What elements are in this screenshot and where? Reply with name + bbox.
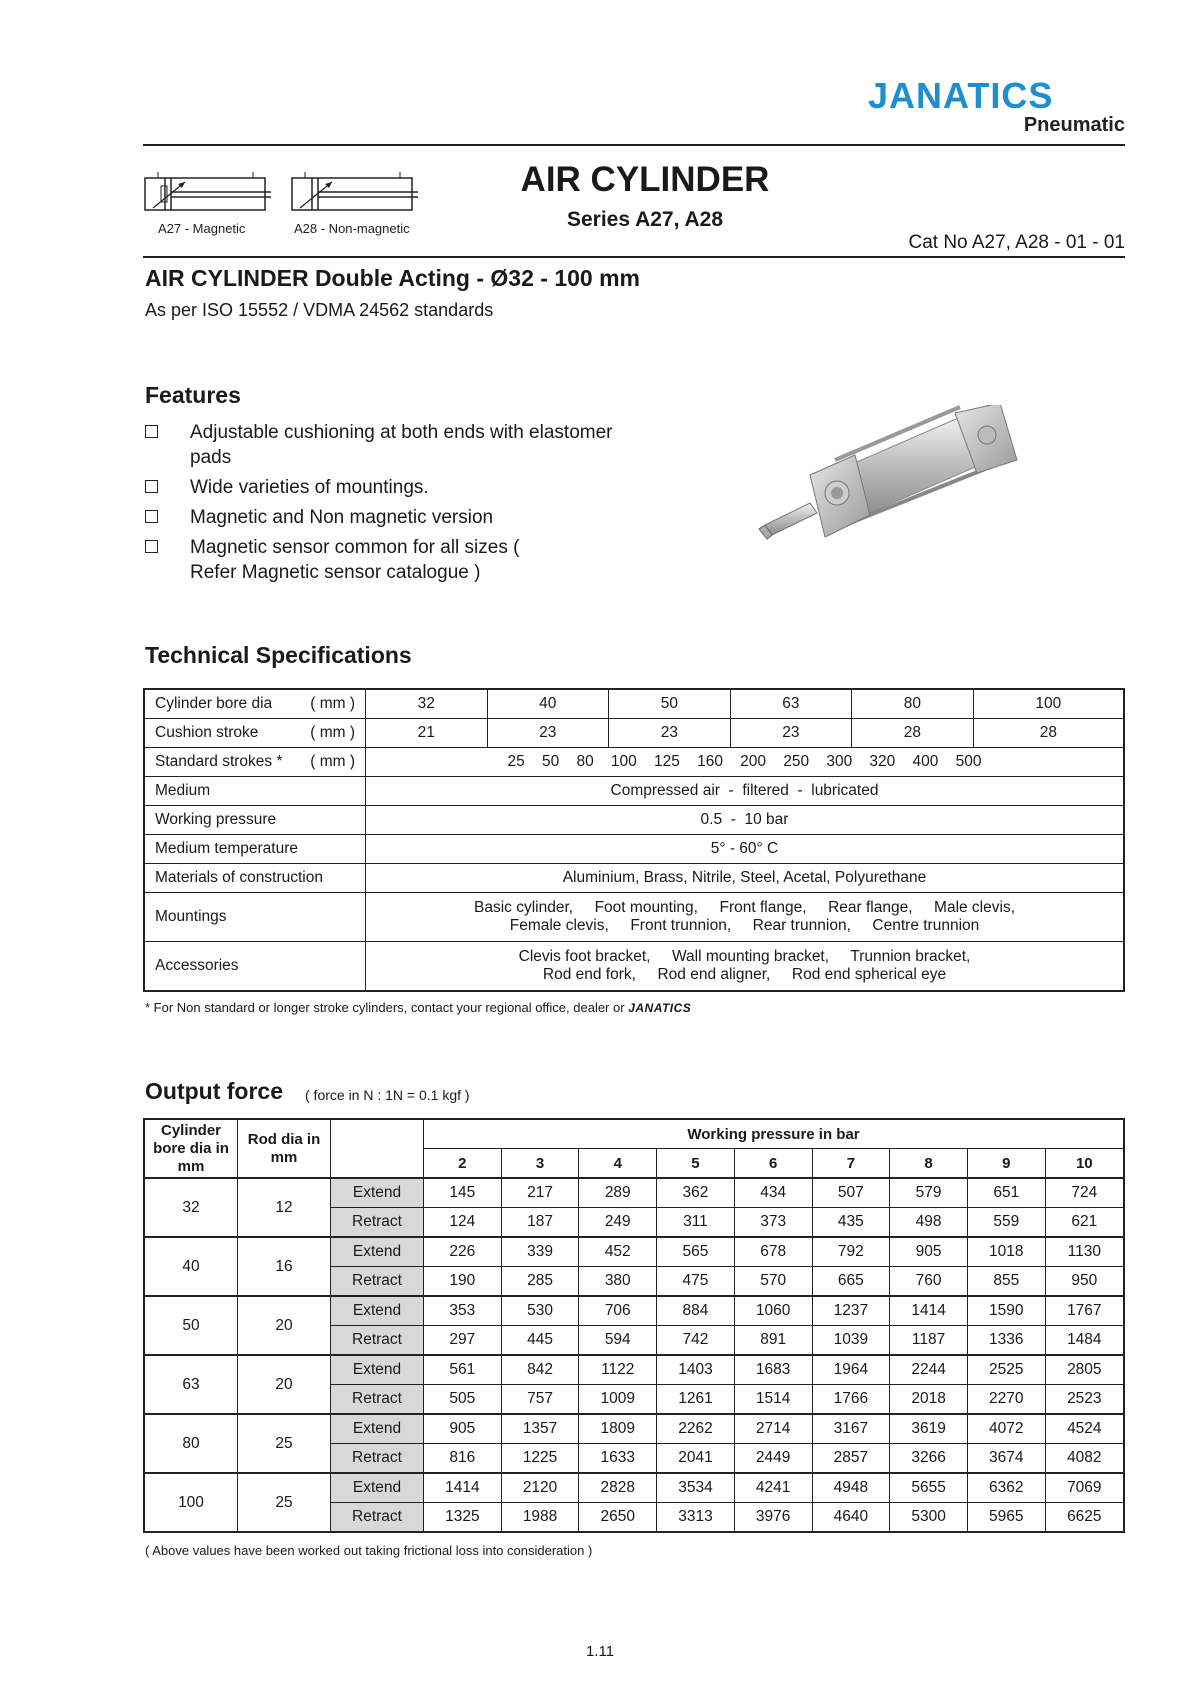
retract-force-cell: 285 — [501, 1267, 579, 1297]
cushion-label-cell: Cushion stroke ( mm ) — [144, 719, 366, 748]
feature-item: Adjustable cushioning at both ends with elastomer pads — [145, 420, 615, 470]
tech-spec-title: Technical Specifications — [145, 642, 412, 668]
retract-force-cell: 4082 — [1045, 1444, 1124, 1474]
checkbox-icon — [145, 540, 158, 553]
extend-force-cell: 2120 — [501, 1473, 579, 1503]
retract-force-cell: 3976 — [734, 1503, 812, 1533]
bore-cell: 100 — [144, 1473, 238, 1532]
retract-label-cell: Retract — [331, 1503, 424, 1533]
temperature-label: Medium temperature — [144, 835, 366, 864]
checkbox-icon — [145, 480, 158, 493]
bore-cell: 32 — [144, 1178, 238, 1237]
table-row — [144, 1178, 1124, 1208]
table-row — [144, 942, 1124, 992]
cushion-value: 21 — [366, 719, 488, 748]
series-subtitle: Series A27, A28 — [566, 208, 724, 231]
retract-force-cell: 249 — [579, 1208, 657, 1238]
extend-force-cell: 2262 — [657, 1414, 735, 1444]
extend-label-cell: Extend — [331, 1178, 424, 1208]
bore-cell: 63 — [144, 1355, 238, 1414]
extend-force-cell: 1964 — [812, 1355, 890, 1385]
extend-force-cell: 5655 — [890, 1473, 968, 1503]
cushion-value: 23 — [730, 719, 852, 748]
extend-force-cell: 4524 — [1045, 1414, 1124, 1444]
pressure-value: 0.5 - 10 bar — [366, 806, 1125, 835]
extend-force-cell: 905 — [424, 1414, 502, 1444]
strokes-label-cell: Standard strokes * ( mm ) — [144, 748, 366, 777]
table-row — [144, 1237, 1124, 1267]
table-row — [144, 806, 1124, 835]
brand-logo: JANATICS — [868, 75, 1054, 116]
extend-force-cell: 678 — [734, 1237, 812, 1267]
extend-force-cell: 3167 — [812, 1414, 890, 1444]
header-rule — [143, 144, 1125, 146]
table-row — [144, 748, 1124, 777]
bore-value: 100 — [973, 689, 1124, 719]
accessories-label: Accessories — [144, 942, 366, 992]
feature-item: Magnetic and Non magnetic version — [145, 505, 615, 530]
retract-force-cell: 1039 — [812, 1326, 890, 1356]
rod-cell: 25 — [238, 1414, 331, 1473]
table-header-row — [144, 1119, 1124, 1149]
retract-force-cell: 1009 — [579, 1385, 657, 1415]
extend-force-cell: 1130 — [1045, 1237, 1124, 1267]
extend-label-cell: Extend — [331, 1355, 424, 1385]
retract-label-cell: Retract — [331, 1326, 424, 1356]
features-title: Features — [145, 382, 241, 408]
cushion-value: 23 — [609, 719, 731, 748]
page-title: AIR CYLINDER — [520, 160, 770, 199]
medium-value: Compressed air - filtered - lubricated — [366, 777, 1125, 806]
rod-cell: 16 — [238, 1237, 331, 1296]
stroke-footnote: * For Non standard or longer stroke cylinders, contact your regional office, dealer or JANATICS — [145, 1000, 692, 1015]
accessories-value: Clevis foot bracket, Wall mounting bracket, Trunnion bracket, Rod end fork, Rod end aligner, Rod end spherical eye — [366, 942, 1125, 992]
output-force-note: ( force in N : 1N = 0.1 kgf ) — [305, 1087, 470, 1103]
temperature-value: 5° - 60° C — [366, 835, 1125, 864]
cushion-value: 23 — [487, 719, 609, 748]
retract-force-cell: 1336 — [967, 1326, 1045, 1356]
retract-label-cell: Retract — [331, 1385, 424, 1415]
retract-force-cell: 760 — [890, 1267, 968, 1297]
retract-force-cell: 757 — [501, 1385, 579, 1415]
retract-force-cell: 950 — [1045, 1267, 1124, 1297]
extend-force-cell: 1809 — [579, 1414, 657, 1444]
retract-force-cell: 855 — [967, 1267, 1045, 1297]
extend-force-cell: 1403 — [657, 1355, 735, 1385]
retract-force-cell: 475 — [657, 1267, 735, 1297]
extend-force-cell: 507 — [812, 1178, 890, 1208]
extend-force-cell: 4241 — [734, 1473, 812, 1503]
extend-label-cell: Extend — [331, 1473, 424, 1503]
retract-force-cell: 6625 — [1045, 1503, 1124, 1533]
product-heading: AIR CYLINDER Double Acting - Ø32 - 100 mm — [145, 265, 640, 291]
retract-force-cell: 5965 — [967, 1503, 1045, 1533]
mountings-label: Mountings — [144, 893, 366, 942]
pressure-header-cell: 8 — [890, 1149, 968, 1179]
retract-force-cell: 124 — [424, 1208, 502, 1238]
extend-force-cell: 3619 — [890, 1414, 968, 1444]
pressure-column-header: Working pressure in bar — [424, 1119, 1125, 1149]
bore-value: 40 — [487, 689, 609, 719]
table-row — [144, 777, 1124, 806]
rod-cell: 20 — [238, 1355, 331, 1414]
extend-force-cell: 452 — [579, 1237, 657, 1267]
retract-force-cell: 380 — [579, 1267, 657, 1297]
extend-force-cell: 289 — [579, 1178, 657, 1208]
footnote-brand-logo: JANATICS — [628, 1001, 692, 1015]
bore-value: 63 — [730, 689, 852, 719]
retract-force-cell: 311 — [657, 1208, 735, 1238]
extend-force-cell: 145 — [424, 1178, 502, 1208]
retract-force-cell: 621 — [1045, 1208, 1124, 1238]
extend-force-cell: 1357 — [501, 1414, 579, 1444]
cushion-value: 28 — [852, 719, 974, 748]
extend-force-cell: 2244 — [890, 1355, 968, 1385]
output-force-title: Output force — [145, 1078, 283, 1104]
extend-force-cell: 561 — [424, 1355, 502, 1385]
retract-force-cell: 2270 — [967, 1385, 1045, 1415]
title-rule — [143, 256, 1125, 258]
extend-force-cell: 1590 — [967, 1296, 1045, 1326]
pressure-header-cell: 9 — [967, 1149, 1045, 1179]
retract-force-cell: 1514 — [734, 1385, 812, 1415]
extend-force-cell: 4948 — [812, 1473, 890, 1503]
extend-force-cell: 905 — [890, 1237, 968, 1267]
retract-force-cell: 2523 — [1045, 1385, 1124, 1415]
tech-spec-table — [143, 688, 1125, 992]
bore-cell: 80 — [144, 1414, 238, 1473]
extend-force-cell: 842 — [501, 1355, 579, 1385]
extend-force-cell: 1060 — [734, 1296, 812, 1326]
bore-value: 32 — [366, 689, 488, 719]
output-force-table — [143, 1118, 1125, 1533]
retract-force-cell: 665 — [812, 1267, 890, 1297]
extend-force-cell: 565 — [657, 1237, 735, 1267]
retract-force-cell: 190 — [424, 1267, 502, 1297]
rod-column-header: Rod dia in mm — [238, 1119, 331, 1178]
bore-label-cell: Cylinder bore dia ( mm ) — [144, 689, 366, 719]
retract-force-cell: 3266 — [890, 1444, 968, 1474]
checkbox-icon — [145, 425, 158, 438]
feature-item: Magnetic sensor common for all sizes ( Refer Magnetic sensor catalogue ) — [145, 535, 565, 585]
extend-force-cell: 1237 — [812, 1296, 890, 1326]
strokes-value: 25 50 80 100 125 160 200 250 300 320 400 500 — [366, 748, 1125, 777]
retract-force-cell: 2041 — [657, 1444, 735, 1474]
extend-force-cell: 579 — [890, 1178, 968, 1208]
bore-value: 50 — [609, 689, 731, 719]
extend-force-cell: 217 — [501, 1178, 579, 1208]
pressure-header-cell: 2 — [424, 1149, 502, 1179]
pressure-header-cell: 5 — [657, 1149, 735, 1179]
retract-force-cell: 3674 — [967, 1444, 1045, 1474]
retract-force-cell: 297 — [424, 1326, 502, 1356]
extend-force-cell: 651 — [967, 1178, 1045, 1208]
pressure-header-cell: 7 — [812, 1149, 890, 1179]
extend-force-cell: 1414 — [890, 1296, 968, 1326]
direction-column-header — [331, 1119, 424, 1178]
extend-force-cell: 2805 — [1045, 1355, 1124, 1385]
extend-force-cell: 1122 — [579, 1355, 657, 1385]
mountings-value: Basic cylinder, Foot mounting, Front flange, Rear flange, Male clevis, Female clevis, Front trunnion, Rear trunnion, Centre trunnion — [366, 893, 1125, 942]
bottom-note: ( Above values have been worked out taking frictional loss into consideration ) — [145, 1543, 593, 1558]
retract-label-cell: Retract — [331, 1208, 424, 1238]
retract-force-cell: 594 — [579, 1326, 657, 1356]
table-row — [144, 864, 1124, 893]
standard-text: As per ISO 15552 / VDMA 24562 standards — [145, 300, 494, 320]
retract-force-cell: 742 — [657, 1326, 735, 1356]
retract-force-cell: 3313 — [657, 1503, 735, 1533]
retract-force-cell: 570 — [734, 1267, 812, 1297]
extend-force-cell: 434 — [734, 1178, 812, 1208]
extend-label-cell: Extend — [331, 1237, 424, 1267]
retract-force-cell: 2650 — [579, 1503, 657, 1533]
extend-force-cell: 226 — [424, 1237, 502, 1267]
extend-force-cell: 792 — [812, 1237, 890, 1267]
retract-force-cell: 5300 — [890, 1503, 968, 1533]
rod-cell: 25 — [238, 1473, 331, 1532]
retract-force-cell: 559 — [967, 1208, 1045, 1238]
output-force-body — [144, 1178, 1124, 1532]
feature-item: Wide varieties of mountings. — [145, 475, 615, 500]
retract-force-cell: 1225 — [501, 1444, 579, 1474]
symbol-non-magnetic — [290, 168, 420, 236]
medium-label: Medium — [144, 777, 366, 806]
retract-force-cell: 2857 — [812, 1444, 890, 1474]
symbol-magnetic — [143, 168, 273, 236]
pressure-header-cell: 6 — [734, 1149, 812, 1179]
retract-force-cell: 498 — [890, 1208, 968, 1238]
extend-force-cell: 362 — [657, 1178, 735, 1208]
extend-force-cell: 1767 — [1045, 1296, 1124, 1326]
pressure-header-cell: 4 — [579, 1149, 657, 1179]
extend-label-cell: Extend — [331, 1414, 424, 1444]
air-cylinder-photo-icon — [755, 405, 1065, 565]
air-cylinder-product-image — [755, 405, 1065, 570]
table-row — [144, 1296, 1124, 1326]
catalog-number: Cat No A27, A28 - 01 - 01 — [908, 232, 1125, 253]
table-row — [144, 835, 1124, 864]
bore-cell: 50 — [144, 1296, 238, 1355]
pressure-header-cell: 10 — [1045, 1149, 1124, 1179]
extend-force-cell: 4072 — [967, 1414, 1045, 1444]
extend-force-cell: 706 — [579, 1296, 657, 1326]
symbol-caption: A28 - Non-magnetic — [294, 221, 410, 236]
extend-force-cell: 1018 — [967, 1237, 1045, 1267]
retract-force-cell: 1261 — [657, 1385, 735, 1415]
retract-force-cell: 1187 — [890, 1326, 968, 1356]
pressure-label: Working pressure — [144, 806, 366, 835]
retract-force-cell: 1325 — [424, 1503, 502, 1533]
page-number: 1.11 — [585, 1643, 615, 1660]
extend-force-cell: 530 — [501, 1296, 579, 1326]
retract-force-cell: 4640 — [812, 1503, 890, 1533]
retract-force-cell: 816 — [424, 1444, 502, 1474]
cushion-value: 28 — [973, 719, 1124, 748]
symbol-caption: A27 - Magnetic — [158, 221, 246, 236]
retract-force-cell: 1766 — [812, 1385, 890, 1415]
retract-force-cell: 1484 — [1045, 1326, 1124, 1356]
extend-force-cell: 353 — [424, 1296, 502, 1326]
table-row — [144, 1414, 1124, 1444]
retract-force-cell: 445 — [501, 1326, 579, 1356]
table-row — [144, 1473, 1124, 1503]
bore-cell: 40 — [144, 1237, 238, 1296]
extend-label-cell: Extend — [331, 1296, 424, 1326]
extend-force-cell: 1683 — [734, 1355, 812, 1385]
pressure-header-cell: 3 — [501, 1149, 579, 1179]
rod-cell: 20 — [238, 1296, 331, 1355]
extend-force-cell: 3534 — [657, 1473, 735, 1503]
retract-force-cell: 891 — [734, 1326, 812, 1356]
bore-value: 80 — [852, 689, 974, 719]
brand-tagline: Pneumatic — [1023, 114, 1125, 136]
materials-value: Aluminium, Brass, Nitrile, Steel, Acetal, Polyurethane — [366, 864, 1125, 893]
extend-force-cell: 339 — [501, 1237, 579, 1267]
extend-force-cell: 2714 — [734, 1414, 812, 1444]
retract-force-cell: 1633 — [579, 1444, 657, 1474]
retract-force-cell: 435 — [812, 1208, 890, 1238]
double-acting-cylinder-symbol-magnetic-icon — [143, 168, 273, 218]
extend-force-cell: 724 — [1045, 1178, 1124, 1208]
extend-force-cell: 2828 — [579, 1473, 657, 1503]
table-row — [144, 689, 1124, 719]
retract-label-cell: Retract — [331, 1267, 424, 1297]
rod-cell: 12 — [238, 1178, 331, 1237]
retract-force-cell: 373 — [734, 1208, 812, 1238]
materials-label: Materials of construction — [144, 864, 366, 893]
table-row — [144, 719, 1124, 748]
extend-force-cell: 1414 — [424, 1473, 502, 1503]
extend-force-cell: 884 — [657, 1296, 735, 1326]
table-row — [144, 893, 1124, 942]
bore-column-header: Cylinder bore dia in mm — [144, 1119, 238, 1178]
retract-force-cell: 2018 — [890, 1385, 968, 1415]
extend-force-cell: 6362 — [967, 1473, 1045, 1503]
retract-label-cell: Retract — [331, 1444, 424, 1474]
retract-force-cell: 505 — [424, 1385, 502, 1415]
extend-force-cell: 2525 — [967, 1355, 1045, 1385]
extend-force-cell: 7069 — [1045, 1473, 1124, 1503]
retract-force-cell: 1988 — [501, 1503, 579, 1533]
retract-force-cell: 187 — [501, 1208, 579, 1238]
table-row — [144, 1355, 1124, 1385]
checkbox-icon — [145, 510, 158, 523]
retract-force-cell: 2449 — [734, 1444, 812, 1474]
double-acting-cylinder-symbol-non-magnetic-icon — [290, 168, 420, 218]
